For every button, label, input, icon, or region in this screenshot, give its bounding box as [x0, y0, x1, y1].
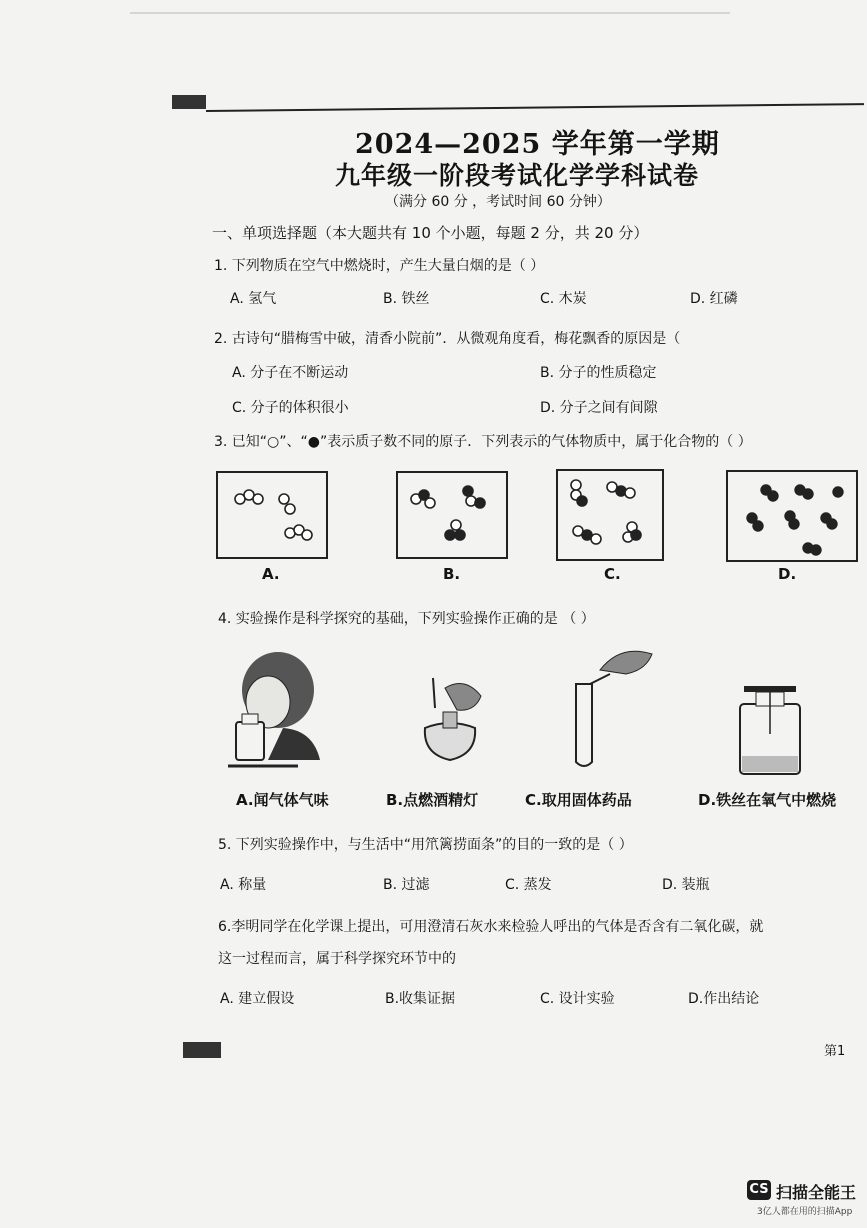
q3-label-a: A. [262, 565, 280, 583]
q4-illustration-a [228, 650, 328, 772]
q1-option-b: B. 铁丝 [383, 291, 430, 307]
q2-option-d: D. 分子之间有间隙 [540, 400, 658, 416]
page-mark: 第1 [824, 1044, 846, 1059]
scanner-app-name: 扫描全能王 [776, 1183, 857, 1202]
q3-label-b: B. [443, 565, 461, 583]
q5-option-d: D. 装瓶 [662, 877, 710, 893]
q5-option-b: B. 过滤 [383, 877, 430, 893]
q4-option-b: B.点燃酒精灯 [386, 791, 479, 809]
q2-option-b: B. 分子的性质稳定 [540, 365, 657, 381]
q3-molecules-d [728, 472, 856, 560]
exam-title-line2: 九年级一阶段考试化学学科试卷 [335, 161, 700, 190]
q4-illustration-b [405, 668, 495, 772]
q6-option-b: B.收集证据 [385, 991, 456, 1007]
q1-option-a: A. 氢气 [230, 291, 277, 307]
q5-option-c: C. 蒸发 [505, 877, 552, 893]
q2-option-c: C. 分子的体积很小 [232, 400, 349, 416]
header-rule [206, 103, 864, 112]
q6-stem-line1: 6.李明同学在化学课上提出，可用澄清石灰水来检验人呼出的气体是否含有二氧化碳，就 [218, 919, 764, 935]
q3-label-c: C. [604, 565, 621, 583]
q4-option-a: A.闻气体气味 [236, 791, 329, 809]
q2-option-a: A. 分子在不断运动 [232, 365, 349, 381]
exam-subtitle: （满分 60 分 ，考试时间 60 分钟） [385, 194, 611, 210]
footer-stamp [183, 1042, 221, 1058]
q5-stem: 5. 下列实验操作中，与生活中“用笊篱捞面条”的目的一致的是（ ） [218, 837, 633, 853]
q3-stem: 3. 已知“○”、“●”表示质子数不同的原子．下列表示的气体物质中，属于化合物的（ ） [214, 434, 752, 450]
q4-illustration-d [730, 686, 810, 776]
q4-illustration-c [570, 640, 660, 770]
scanner-app-tagline: 3亿人都在用的扫描App [757, 1207, 853, 1217]
q1-option-c: C. 木炭 [540, 291, 587, 307]
scanner-app-logo: CS [747, 1180, 771, 1200]
q4-option-d: D.铁丝在氧气中燃烧 [698, 791, 837, 809]
q5-option-a: A. 称量 [220, 877, 267, 893]
q6-stem-line2: 这一过程而言，属于科学探究环节中的 [218, 951, 456, 967]
q3-molecules-b [398, 473, 506, 557]
q3-molecules-a [218, 473, 326, 557]
section-heading: 一、单项选择题（本大题共有 10 个小题，每题 2 分，共 20 分） [212, 224, 649, 242]
q4-stem: 4. 实验操作是科学探究的基础，下列实验操作正确的是 （ ） [218, 611, 595, 627]
q6-option-a: A. 建立假设 [220, 991, 295, 1007]
q1-stem: 1. 下列物质在空气中燃烧时，产生大量白烟的是（ ） [214, 258, 545, 274]
q3-diagram-c [556, 469, 664, 561]
scan-top-smudge [130, 12, 730, 14]
q3-diagram-b [396, 471, 508, 559]
q3-label-d: D. [778, 565, 797, 583]
exam-title-line1: 2024—2025 学年第一学期 [355, 129, 720, 160]
q3-molecules-c [558, 471, 662, 559]
q6-option-d: D.作出结论 [688, 991, 760, 1007]
q3-diagram-d [726, 470, 858, 562]
q1-option-d: D. 红磷 [690, 291, 738, 307]
corner-stamp [172, 95, 206, 109]
q6-option-c: C. 设计实验 [540, 991, 615, 1007]
q4-option-c: C.取用固体药品 [525, 791, 632, 809]
q3-diagram-a [216, 471, 328, 559]
q2-stem: 2. 古诗句“腊梅雪中破，清香小院前”．从微观角度看，梅花飘香的原因是（ [214, 331, 681, 347]
